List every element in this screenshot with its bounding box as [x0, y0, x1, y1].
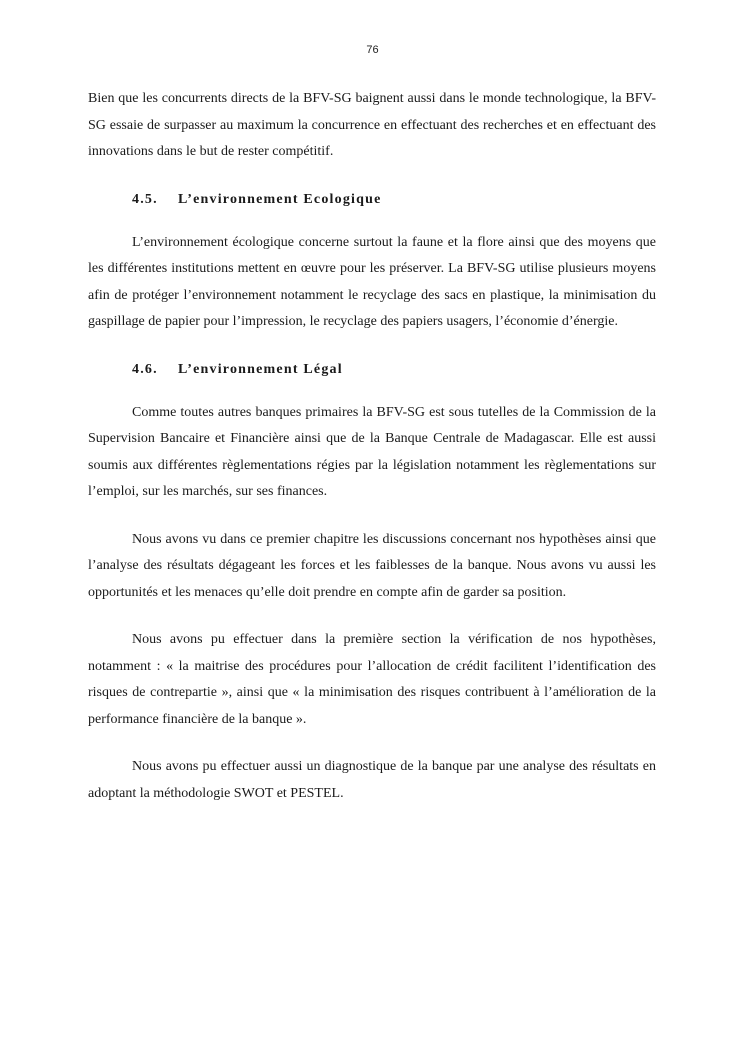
paragraph-chapter-summary: Nous avons vu dans ce premier chapitre les discussions concernant nos hypothèses ainsi que l’analyse des résultats dégageant les forces et les faiblesses de la banque. Nous avons vu aussi les opportunités et les menaces qu’elle doit prendre en compte afin de garder sa position. [88, 531, 656, 600]
paragraph-competition: Bien que les concurrents directs de la BFV-SG baignent aussi dans le monde technologique, la BFV-SG essaie de surpasser au maximum la concurrence en effectuant des recherches et en effectuant des innovations dans le but de rester compétitif. [88, 91, 656, 159]
spacer [88, 336, 656, 357]
paragraph-legal: Comme toutes autres banques primaires la BFV-SG est sous tutelles de la Commission de la Supervision Bancaire et Financière ainsi que de la Banque Centrale de Madagascar. Elle est aussi soumis aux différentes règlementations régies par la législation notamment les règlementations sur l’emploi, sur les marchés, sur ses finances. [88, 404, 656, 499]
paragraph-diagnostic: Nous avons pu effectuer aussi un diagnostique de la banque par une analyse des résultats en adoptant la méthodologie SWOT et PESTEL. [88, 759, 656, 801]
spacer [88, 383, 656, 400]
page-number: 76 [366, 44, 379, 56]
paragraph-ecological: L’environnement écologique concerne surtout la faune et la flore ainsi que des moyens que les différentes institutions mettent en œuvre pour les préserver. La BFV-SG utilise plusieurs moyens afin de protéger l’environnement notamment le recyclage des sacs en plastique, la minimisation du gaspillage de papier pour l’impression, le recyclage des papiers usagers, l’économie d’énergie. [88, 234, 656, 329]
section-number: 4.6. [132, 361, 158, 377]
section-number: 4.5. [132, 191, 158, 207]
spacer [88, 166, 656, 187]
paragraph-hypotheses: Nous avons pu effectuer dans la première section la vérification de nos hypothèses, notamment : « la maitrise des procédures pour l’allocation de crédit facilitent l’identification des risques de contrepartie », ainsi que « la minimisation des risques contribuent à l’amélioration de la performance financière de la banque ». [88, 632, 656, 727]
spacer [88, 733, 656, 754]
section-heading-4-6 [88, 357, 656, 383]
section-title: L’environnement Ecologique [178, 191, 382, 207]
spacer [88, 606, 656, 627]
section-title: L’environnement Légal [178, 361, 343, 377]
page-body [88, 86, 656, 807]
spacer [88, 506, 656, 527]
section-heading-4-5 [88, 187, 656, 213]
spacer [88, 213, 656, 230]
